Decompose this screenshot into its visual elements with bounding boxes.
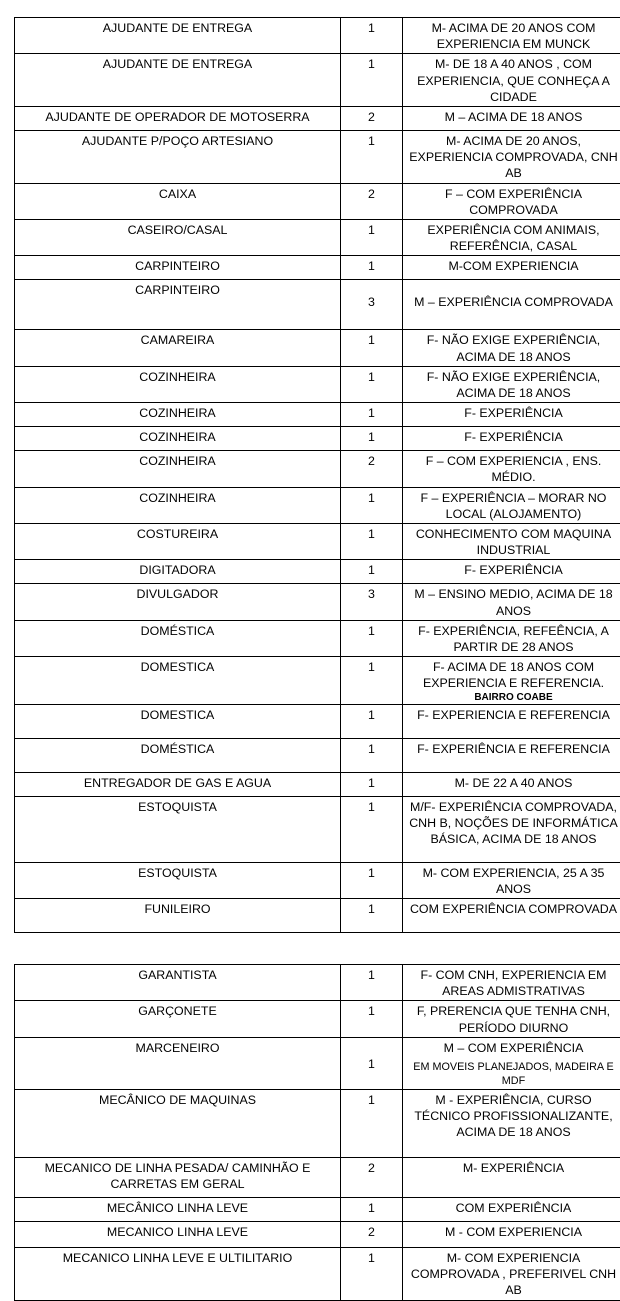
- job-requirements: [403, 366, 620, 402]
- job-role: ENTREGADOR DE GAS E AGUA: [15, 772, 341, 796]
- job-role: AJUDANTE P/POÇO ARTESIANO: [15, 131, 341, 184]
- job-quantity: 1: [341, 220, 403, 256]
- job-quantity: 1: [341, 131, 403, 184]
- job-role: COZINHEIRA: [15, 427, 341, 451]
- job-role: MECANICO DE LINHA PESADA/ CAMINHÃO E CARRETAS EM GERAL: [15, 1158, 341, 1198]
- table-row: [15, 1001, 620, 1037]
- table-row: [15, 403, 620, 427]
- requirements-text: F- COM CNH, EXPERIENCIA EM AREAS ADMISTRATIVAS: [421, 968, 607, 998]
- job-quantity: 1: [341, 18, 403, 54]
- requirements-text: F- EXPERIENCIA E REFERENCIA: [417, 708, 610, 722]
- job-requirements: [403, 584, 620, 620]
- requirements-text: M/F- EXPERIÊNCIA COMPROVADA, CNH B, NOÇÕES DE INFORMÁTICA BÁSICA, ACIMA DE 18 ANOS: [409, 800, 618, 846]
- job-requirements: [403, 796, 620, 862]
- table-row: [15, 524, 620, 560]
- job-quantity: 1: [341, 54, 403, 107]
- table-row: [15, 620, 620, 656]
- requirements-text: F- EXPERIÊNCIA: [464, 406, 562, 420]
- table-row: [15, 584, 620, 620]
- job-quantity: 2: [341, 1222, 403, 1248]
- table-row: [15, 862, 620, 898]
- job-role: AJUDANTE DE ENTREGA: [15, 54, 341, 107]
- requirements-text: F- NÃO EXIGE EXPERIÊNCIA, ACIMA DE 18 ANOS: [427, 370, 601, 400]
- job-quantity: 1: [341, 330, 403, 366]
- job-requirements: [403, 487, 620, 523]
- requirements-text: M- DE 22 A 40 ANOS: [455, 776, 573, 790]
- job-role: COZINHEIRA: [15, 451, 341, 487]
- table-row: [15, 899, 620, 933]
- table-row: [15, 1198, 620, 1222]
- requirements-text: M- COM EXPERIENCIA, 25 A 35 ANOS: [423, 866, 605, 896]
- job-role: MECANICO LINHA LEVE: [15, 1222, 341, 1248]
- requirements-text: M- ACIMA DE 20 ANOS, EXPERIENCIA COMPROVADA, CNH AB: [409, 134, 617, 180]
- job-quantity: 1: [341, 524, 403, 560]
- job-requirements: [403, 1222, 620, 1248]
- job-requirements: [403, 1248, 620, 1301]
- job-role: DOMÉSTICA: [15, 620, 341, 656]
- table-row: [15, 451, 620, 487]
- job-quantity: 1: [341, 738, 403, 772]
- table-row: [15, 772, 620, 796]
- table-row: [15, 183, 620, 219]
- job-quantity: 1: [341, 620, 403, 656]
- job-role: CAIXA: [15, 183, 341, 219]
- job-role: COZINHEIRA: [15, 487, 341, 523]
- requirements-text: M-COM EXPERIENCIA: [448, 259, 578, 273]
- job-requirements: [403, 657, 620, 704]
- job-requirements: [403, 738, 620, 772]
- requirements-text: F – COM EXPERIÊNCIA COMPROVADA: [445, 187, 582, 217]
- job-requirements: [403, 620, 620, 656]
- job-quantity: 1: [341, 772, 403, 796]
- job-requirements: [403, 704, 620, 738]
- job-requirements: [403, 1001, 620, 1037]
- job-quantity: 1: [341, 1037, 403, 1089]
- job-role: MARCENEIRO: [15, 1037, 341, 1089]
- requirements-text: F – EXPERIÊNCIA – MORAR NO LOCAL (ALOJAMENTO): [421, 491, 607, 521]
- requirements-text: M – COM EXPERIÊNCIA: [444, 1041, 584, 1055]
- job-requirements: [403, 427, 620, 451]
- job-table-1: [14, 17, 620, 933]
- job-requirements: [403, 772, 620, 796]
- job-role: CARPINTEIRO: [15, 280, 341, 330]
- job-quantity: 2: [341, 1158, 403, 1198]
- requirements-text: M – ACIMA DE 18 ANOS: [445, 110, 583, 124]
- requirements-text: F- NÃO EXIGE EXPERIÊNCIA, ACIMA DE 18 ANOS: [427, 333, 601, 363]
- job-role: AJUDANTE DE OPERADOR DE MOTOSERRA: [15, 107, 341, 131]
- job-role: ESTOQUISTA: [15, 796, 341, 862]
- job-role: DIVULGADOR: [15, 584, 341, 620]
- job-table-2: [14, 964, 620, 1301]
- requirements-text: F- EXPERIÊNCIA: [464, 430, 562, 444]
- job-quantity: 3: [341, 584, 403, 620]
- job-quantity: 1: [341, 256, 403, 280]
- requirements-text: M – ENSINO MEDIO, ACIMA DE 18 ANOS: [414, 587, 612, 617]
- job-quantity: 1: [341, 796, 403, 862]
- requirements-text: F – COM EXPERIENCIA , ENS. MÉDIO.: [426, 454, 602, 484]
- job-quantity: 1: [341, 862, 403, 898]
- job-quantity: 1: [341, 657, 403, 704]
- table-row: [15, 330, 620, 366]
- table-row: [15, 1037, 620, 1089]
- table-row: [15, 256, 620, 280]
- requirements-text: M- ACIMA DE 20 ANOS COM EXPERIENCIA EM MUNCK: [432, 21, 596, 51]
- table-row: [15, 1222, 620, 1248]
- job-quantity: 1: [341, 704, 403, 738]
- job-quantity: 1: [341, 403, 403, 427]
- job-role: GARÇONETE: [15, 1001, 341, 1037]
- job-quantity: 2: [341, 451, 403, 487]
- requirements-text: COM EXPERIÊNCIA COMPROVADA: [410, 902, 617, 916]
- job-requirements: [403, 560, 620, 584]
- job-quantity: 1: [341, 560, 403, 584]
- requirements-text: F- ACIMA DE 18 ANOS COM EXPERIENCIA E REFERENCIA.: [423, 660, 604, 690]
- job-quantity: 1: [341, 1248, 403, 1301]
- job-role: CARPINTEIRO: [15, 256, 341, 280]
- job-role: MECANICO LINHA LEVE E ULTILITARIO: [15, 1248, 341, 1301]
- job-quantity: 1: [341, 1090, 403, 1158]
- job-quantity: 1: [341, 899, 403, 933]
- table-row: [15, 1158, 620, 1198]
- job-requirements: [403, 1037, 620, 1089]
- job-requirements: [403, 965, 620, 1001]
- requirements-text: M- EXPERIÊNCIA: [463, 1161, 564, 1175]
- table-row: [15, 1090, 620, 1158]
- job-quantity: 1: [341, 1001, 403, 1037]
- job-requirements: [403, 107, 620, 131]
- job-role: GARANTISTA: [15, 965, 341, 1001]
- job-role: COZINHEIRA: [15, 366, 341, 402]
- table-row: [15, 220, 620, 256]
- job-requirements: [403, 899, 620, 933]
- job-role: MECÂNICO DE MAQUINAS: [15, 1090, 341, 1158]
- table-row: [15, 131, 620, 184]
- requirements-text: EXPERIÊNCIA COM ANIMAIS, REFERÊNCIA, CASAL: [427, 223, 599, 253]
- job-role: CASEIRO/CASAL: [15, 220, 341, 256]
- table-row: [15, 366, 620, 402]
- job-role: DIGITADORA: [15, 560, 341, 584]
- job-quantity: 3: [341, 280, 403, 330]
- table-row: [15, 560, 620, 584]
- job-quantity: 1: [341, 965, 403, 1001]
- job-requirements: [403, 451, 620, 487]
- table-row: [15, 107, 620, 131]
- job-role: DOMESTICA: [15, 657, 341, 704]
- job-role: MECÂNICO LINHA LEVE: [15, 1198, 341, 1222]
- table-row: [15, 965, 620, 1001]
- requirements-text: M- COM EXPERIENCIA COMPROVADA , PREFERIVEL CNH AB: [411, 1251, 616, 1297]
- job-role: FUNILEIRO: [15, 899, 341, 933]
- job-requirements: [403, 183, 620, 219]
- job-role: ESTOQUISTA: [15, 862, 341, 898]
- table-row: [15, 487, 620, 523]
- job-quantity: 2: [341, 183, 403, 219]
- job-requirements: [403, 18, 620, 54]
- table-row: [15, 18, 620, 54]
- job-requirements: [403, 330, 620, 366]
- job-requirements: [403, 1198, 620, 1222]
- job-requirements: [403, 131, 620, 184]
- table-row: [15, 796, 620, 862]
- table-row: [15, 657, 620, 704]
- job-requirements: [403, 524, 620, 560]
- job-role: AJUDANTE DE ENTREGA: [15, 18, 341, 54]
- job-quantity: 2: [341, 107, 403, 131]
- requirements-text: F- EXPERIÊNCIA E REFERENCIA: [417, 742, 610, 756]
- table-row: [15, 1248, 620, 1301]
- table-row: [15, 54, 620, 107]
- job-role: DOMÉSTICA: [15, 738, 341, 772]
- requirements-text: M - EXPERIÊNCIA, CURSO TÉCNICO PROFISSIONALIZANTE, ACIMA DE 18 ANOS: [414, 1093, 612, 1139]
- job-role: DOMESTICA: [15, 704, 341, 738]
- table-row: [15, 738, 620, 772]
- job-role: COSTUREIRA: [15, 524, 341, 560]
- job-requirements: [403, 220, 620, 256]
- job-requirements: [403, 1158, 620, 1198]
- job-role: COZINHEIRA: [15, 403, 341, 427]
- requirements-note: BAIRRO COABE: [406, 692, 620, 703]
- job-quantity: 1: [341, 427, 403, 451]
- requirements-detail: EM MOVEIS PLANEJADOS, MADEIRA E MDF: [406, 1060, 620, 1088]
- requirements-text: M- DE 18 A 40 ANOS , COM EXPERIENCIA, QUE CONHEÇA A CIDADE: [417, 57, 610, 103]
- requirements-text: F, PRERENCIA QUE TENHA CNH, PERÍODO DIURNO: [417, 1004, 610, 1034]
- job-requirements: [403, 280, 620, 330]
- requirements-text: M - COM EXPERIENCIA: [445, 1225, 582, 1239]
- table-row: [15, 704, 620, 738]
- job-requirements: [403, 1090, 620, 1158]
- job-quantity: 1: [341, 366, 403, 402]
- requirements-text: F- EXPERIÊNCIA, REFEÊNCIA, A PARTIR DE 28 ANOS: [418, 624, 609, 654]
- job-quantity: 1: [341, 1198, 403, 1222]
- requirements-text: M – EXPERIÊNCIA COMPROVADA: [414, 295, 613, 309]
- job-role: CAMAREIRA: [15, 330, 341, 366]
- job-requirements: [403, 54, 620, 107]
- table-row: [15, 280, 620, 330]
- job-requirements: [403, 862, 620, 898]
- job-quantity: 1: [341, 487, 403, 523]
- requirements-text: F- EXPERIÊNCIA: [464, 563, 562, 577]
- table-row: [15, 427, 620, 451]
- job-requirements: [403, 256, 620, 280]
- requirements-text: COM EXPERIÊNCIA: [456, 1201, 572, 1215]
- requirements-text: CONHECIMENTO COM MAQUINA INDUSTRIAL: [416, 527, 611, 557]
- job-requirements: [403, 403, 620, 427]
